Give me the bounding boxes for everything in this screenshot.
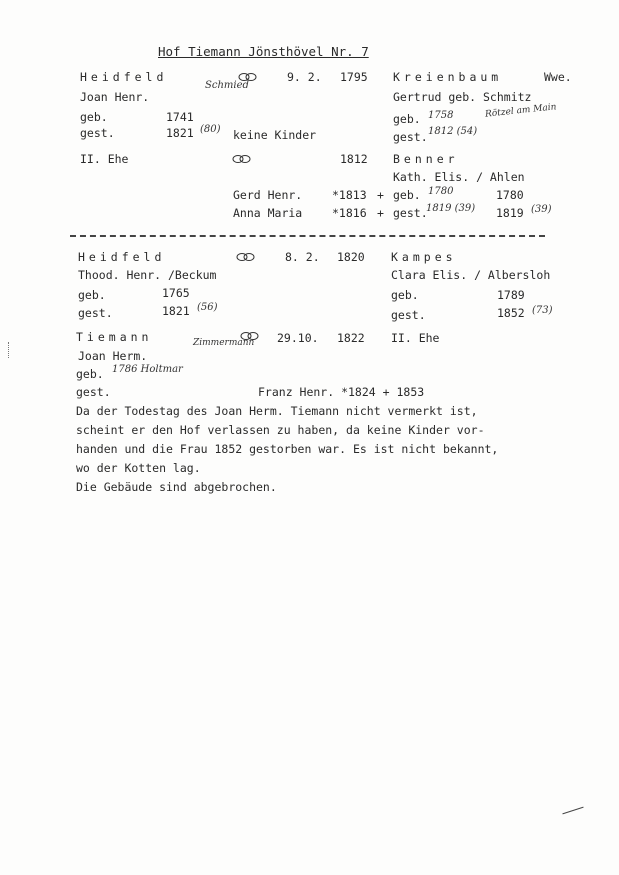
wife-geb-label: geb. <box>391 288 419 302</box>
child-born: *1813 <box>332 188 367 202</box>
second-spouse-gest-label: gest. <box>393 206 428 220</box>
marriage-year: 1795 <box>340 70 368 84</box>
wife-gest-value: 1852 <box>497 306 525 320</box>
second-spouse-surname: Benner <box>393 152 459 166</box>
wife-surname: Kampes <box>391 250 457 264</box>
child-born: *1816 <box>332 206 367 220</box>
second-marriage-date: 29.10. <box>277 331 319 345</box>
marriage-year: 1820 <box>337 250 365 264</box>
section-divider <box>70 235 545 237</box>
husband-gest-label: gest. <box>78 306 113 320</box>
paragraph-line: Da der Todestag des Joan Herm. Tiemann nicht vermerkt ist, <box>76 404 478 418</box>
husband-given-name: Thood. Henr. /Beckum <box>78 268 217 282</box>
marriage-date: 8. 2. <box>285 250 320 264</box>
marriage-symbol-icon <box>236 252 256 262</box>
second-husband-surname: Tiemann <box>76 330 153 344</box>
second-husband-gest-label: gest. <box>76 385 111 399</box>
no-children-remark: keine Kinder <box>233 128 317 142</box>
husband-gest-age-note: (56) <box>197 302 218 313</box>
second-marriage-label: II. Ehe <box>391 331 440 345</box>
paragraph-line: handen und die Frau 1852 gestorben war. Es ist nicht bekannt, <box>76 442 499 456</box>
second-spouse-gest-value: 1819 <box>496 206 524 220</box>
wife-surname: Kreienbaum <box>393 70 503 84</box>
husband-geb-label: geb. <box>78 288 106 302</box>
second-husband-given: Joan Herm. <box>78 349 148 363</box>
second-marriage-year: 1822 <box>337 331 365 345</box>
marriage-symbol-icon <box>238 72 258 82</box>
husband-gest-value: 1821 <box>166 126 194 140</box>
wife-gest-age-note: (73) <box>532 305 553 316</box>
pen-flourish <box>562 807 583 815</box>
wife-geb-label: geb. <box>393 112 421 126</box>
husband-gest-age-note: (80) <box>200 124 221 135</box>
wife-gest-label: gest. <box>393 130 428 144</box>
husband-geb-label: geb. <box>80 110 108 124</box>
second-spouse-gest-value-note: (39) <box>531 204 552 215</box>
wife-surname-suffix: Wwe. <box>544 70 572 84</box>
paragraph-line: scheint er den Hof verlassen zu haben, da keine Kinder vor- <box>76 423 485 437</box>
husband-geb-value: 1741 <box>166 110 194 124</box>
husband-gest-value: 1821 <box>162 304 190 318</box>
child-died: + <box>377 188 384 202</box>
margin-mark <box>8 342 13 358</box>
child-name: Gerd Henr. <box>233 188 303 202</box>
second-husband-geb-label: geb. <box>76 367 104 381</box>
husband-gest-label: gest. <box>80 126 115 140</box>
husband-geb-value: 1765 <box>162 286 190 300</box>
second-husband-geb-note: 1786 Holtmar <box>112 364 183 375</box>
husband-occupation-note: Schmied <box>205 80 249 91</box>
second-spouse-gest-note: 1819 (39) <box>426 203 476 214</box>
second-husband-child: Franz Henr. *1824 + 1853 <box>258 385 425 399</box>
second-marriage-year: 1812 <box>340 152 368 166</box>
second-husband-occupation-note: Zimmermann <box>193 338 255 348</box>
second-marriage-label: II. Ehe <box>80 152 129 166</box>
wife-gest-label: gest. <box>391 308 426 322</box>
child-died: + <box>377 206 384 220</box>
marriage-date: 9. 2. <box>287 70 322 84</box>
paragraph-line: wo der Kotten lag. <box>76 461 201 475</box>
child-name: Anna Maria <box>233 206 303 220</box>
husband-surname: Heidfeld <box>80 70 168 84</box>
wife-gest-note: 1812 (54) <box>428 126 478 137</box>
second-spouse-geb-label: geb. <box>393 188 421 202</box>
page-title: Hof Tiemann Jönsthövel Nr. 7 <box>158 44 369 59</box>
wife-geb-value: 1789 <box>497 288 525 302</box>
husband-surname: Heidfeld <box>78 250 166 264</box>
wife-given-name: Clara Elis. / Albersloh <box>391 268 551 282</box>
paragraph-line: Die Gebäude sind abgebrochen. <box>76 480 277 494</box>
wife-given-name: Gertrud geb. Schmitz <box>393 90 532 104</box>
marriage-symbol-icon <box>240 331 260 341</box>
marriage-symbol-icon <box>232 154 252 164</box>
second-spouse-geb-value: 1780 <box>496 188 524 202</box>
wife-geb-note: 1758 <box>428 110 454 121</box>
second-spouse-given: Kath. Elis. / Ahlen <box>393 170 525 184</box>
closing-paragraph <box>76 402 566 497</box>
second-spouse-geb-note: 1780 <box>428 186 454 197</box>
wife-geb-place-note: Rötzel am Main <box>484 102 557 120</box>
husband-given-name: Joan Henr. <box>80 90 150 104</box>
